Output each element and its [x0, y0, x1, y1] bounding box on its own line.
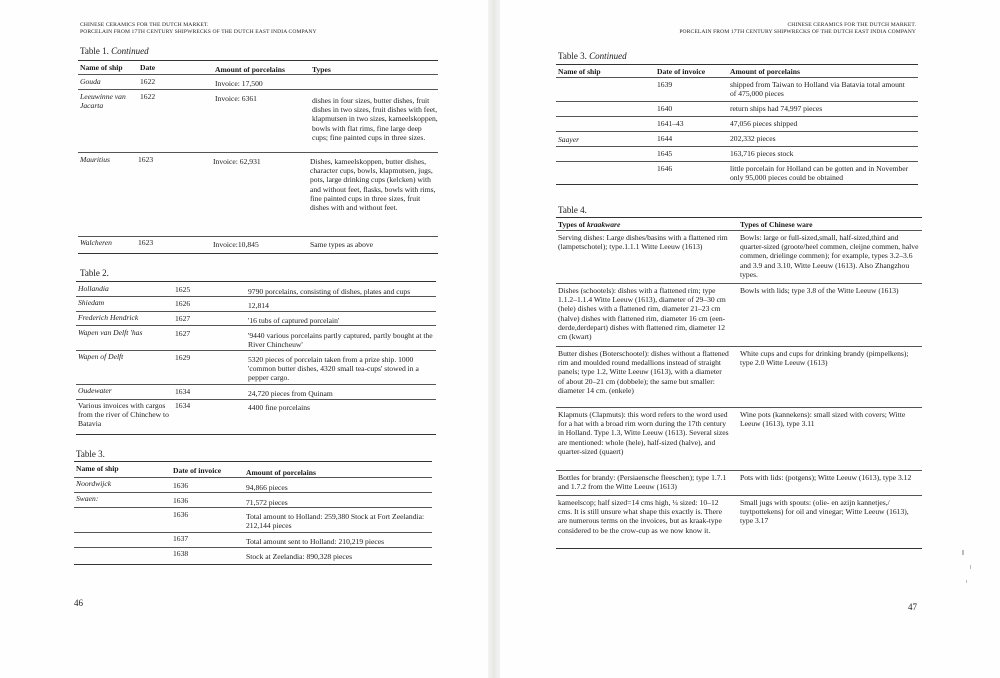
table-cell-date: 1627 — [175, 329, 191, 338]
table-cell-desc: '9440 various porcelains partly captured, partly bought at the River Chincheuw' — [248, 331, 433, 350]
table-cell-amount: Stock at Zeelandia: 890,328 pieces — [246, 552, 353, 561]
table-cell-kraak: Bottles for brandy: (Persiaensche fleeschen); type 1.7.1 and 1.7.2 from the Witte Leeuw (1613) — [558, 473, 727, 492]
table-4-header-right: Types of Chinese ware — [740, 220, 813, 229]
table-2-top-rule — [76, 281, 436, 282]
table-2-caption: Table 2. — [80, 268, 109, 278]
scan-speck — [966, 580, 967, 583]
row-rule — [76, 384, 436, 385]
table-3-header-ship: Name of ship — [76, 464, 119, 473]
table-cell-date: 1622 — [140, 92, 156, 101]
table-1-header-date: Date — [140, 63, 156, 72]
header-line-1: CHINESE CERAMICS FOR THE DUTCH MARKET. — [787, 22, 916, 28]
row-rule — [556, 470, 922, 471]
table-cell-date: 1634 — [175, 387, 191, 396]
row-rule — [76, 296, 436, 297]
table-cell-types: Dishes, kameelskoppen, butter dishes, character cups, bowls, klapmutsen, jugs, pots, large drinking cups (kelcken) with and without feet, flasks, bowls with rims, fine painted cups in three sizes, fruit dishes with and without feet. — [310, 157, 436, 213]
table-cell-amount: Invoice: 17,500 — [215, 79, 263, 88]
header-line-2: PORCELAIN FROM 17TH CENTURY SHIPWRECKS OF THE DUTCH EAST INDIA COMPANY — [80, 29, 317, 35]
row-rule — [76, 311, 436, 312]
table-cell-amount: return ships had 74,997 pieces — [730, 104, 823, 113]
row-rule — [74, 477, 432, 478]
table-row: Saayer — [558, 135, 580, 144]
table-cell-date: 1625 — [175, 285, 191, 294]
table-cell-date: 1640 — [657, 104, 673, 113]
table-cell-desc: '16 tubs of captured porcelain' — [248, 316, 340, 325]
table-cell-date: 1641–43 — [657, 119, 684, 128]
table-cell-desc: 12,814 — [248, 301, 269, 310]
row-rule — [556, 495, 922, 496]
table-row: Various invoices with cargos from the river of Chinchew to Batavia — [78, 401, 169, 429]
table-cell-amount: Total amount sent to Holland: 210,219 pieces — [246, 537, 385, 546]
table-cell-kraak: Butter dishes (Boterschootel): dishes without a flattened rim and moulded round medallions instead of straight panels; type 1.2, Witte Leeuw (1613), with a diameter of about 20–21 cm (dobbele); the same but smaller: diameter 14 cm. (enkele) — [558, 349, 729, 395]
table-cell-desc: 9790 porcelains, consisting of dishes, plates and cups — [248, 287, 411, 296]
row-rule — [78, 152, 438, 153]
table-3c-top-rule — [556, 64, 918, 65]
table-cell-date: 1626 — [175, 299, 191, 308]
table-row: Oudewater — [78, 386, 112, 395]
right-page — [500, 0, 1000, 678]
running-header-left — [80, 22, 317, 36]
table-cell-date: 1639 — [657, 80, 673, 89]
table-cell-amount: Invoice:10,845 — [213, 240, 259, 249]
table-3-header-amount: Amount of porcelains — [246, 468, 316, 477]
table-3-bottom-rule — [74, 564, 432, 565]
table-1-header-types: Types — [312, 65, 331, 74]
table-cell-date: 1636 — [173, 510, 189, 519]
table-cell-amount: 163,716 pieces stock — [730, 149, 794, 158]
table-cell-date: 1636 — [173, 481, 189, 490]
row-rule — [74, 547, 432, 548]
table-row: Leeuwinne van Jacarta — [80, 92, 126, 111]
table-cell-amount: 71,572 pieces — [246, 498, 288, 507]
table-cell-kraak: kameelscop; half sized=14 cms high, ¼ sized: 10–12 cms. It is still unsure what shape this exactly is. There are numerous terms on the invoices, but as kraak-type considered to be the crow-cup as we now know it. — [558, 498, 722, 535]
table-cell-kraak: Serving dishes: Large dishes/basins with a flattened rim (lampetschotel); type.1.1.1 Witte Leeuw (1613) — [558, 233, 728, 252]
table-2-bottom-rule — [76, 434, 436, 435]
table-cell-chinese: Bowls: large or full-sized,small, half-sized,third and quarter-sized (groote/heel commen, cleijne commen, halve commen, drielinge commen); for example, types 3.2–3.6 and 3.9 and 3.10, Witte Leeuw (1613). Also Zhangzhou types. — [740, 233, 919, 279]
page-number-right: 47 — [908, 602, 917, 612]
table-cell-amount: shipped from Taiwan to Holland via Batavia total amount of 475,000 pieces — [730, 80, 905, 99]
row-rule — [74, 532, 432, 533]
table-cell-desc: 4400 fine porcelains — [248, 403, 310, 412]
table-cell-date: 1637 — [173, 534, 189, 543]
row-rule — [556, 230, 922, 231]
table-cell-chinese: Bowls with lids; type 3.8 of the Witte Leeuw (1613) — [740, 286, 899, 295]
table-4-bottom-rule — [556, 548, 922, 549]
scan-speck — [970, 565, 971, 569]
table-cell-date: 1645 — [657, 149, 673, 158]
row-rule — [556, 146, 918, 147]
table-row: Noordwijck — [76, 479, 112, 488]
table-cell-date: 1634 — [175, 401, 191, 410]
table-1-bottom-rule — [78, 253, 438, 254]
table-cell-chinese: Small jugs with spouts: (olie- en azijn kannetjes,/ tuytpottekens) for oil and vinegar; Witte Leeuw (1613), type 3.17 — [740, 498, 909, 526]
table-cell-types: dishes in four sizes, butter dishes, fruit dishes in two sizes, fruit dishes with feet, klapmutsen in two sizes, kameelskoppen, bowls with flat rims, fine large deep cups; fine painted cups in three sizes. — [312, 96, 438, 142]
table-1-header-amount: Amount of porcelains — [215, 65, 285, 74]
table-cell-chinese: Pots with lids: (potgens); Witte Leeuw (1613), type 3.12 — [740, 473, 912, 482]
table-cell-date: 1629 — [175, 353, 191, 362]
table-cell-amount: 47,056 pieces shipped — [730, 119, 798, 128]
table-cell-amount: 94,866 pieces — [246, 483, 288, 492]
table-row: Swaen: — [76, 494, 99, 503]
row-rule — [74, 492, 432, 493]
header-line-1: CHINESE CERAMICS FOR THE DUTCH MARKET. — [80, 22, 209, 28]
table-1-header-ship: Name of ship — [80, 63, 123, 72]
row-rule — [78, 236, 438, 237]
table-3-header-date: Date of invoice — [173, 466, 222, 475]
row-rule — [556, 161, 918, 162]
table-cell-amount: Invoice: 62,931 — [213, 157, 261, 166]
row-rule — [76, 399, 436, 400]
table-cell-desc: 24,720 pieces from Quinam — [248, 389, 333, 398]
table-cell-amount: Total amount to Holland: 259,380 Stock at Fort Zeelandia: 212,144 pieces — [246, 512, 425, 531]
scan-speck — [962, 550, 964, 555]
row-rule — [556, 77, 918, 78]
table-cell-chinese: Wine pots (kannekens): small sized with covers; Witte Leeuw (1613), type 3.11 — [740, 410, 906, 429]
table-1-caption: Table 1. Continued — [80, 46, 149, 56]
row-rule — [556, 101, 918, 102]
table-cell-date: 1644 — [657, 134, 673, 143]
page-number-left: 46 — [74, 598, 83, 608]
table-cell-date: 1627 — [175, 314, 191, 323]
table-1-header-rule — [78, 74, 438, 75]
table-cell-chinese: White cups and cups for drinking brandy (pimpelkens); type 2.0 Witte Leeuw (1613) — [740, 349, 909, 368]
table-row: Hollandia — [78, 284, 109, 293]
table-3c-bottom-rule — [556, 184, 918, 185]
table-cell-desc: 5320 pieces of porcelain taken from a prize ship. 1000 'common butter dishes, 4320 small tea-cups' stowed in a pepper cargo. — [248, 355, 419, 383]
table-cell-amount: little porcelain for Holland can be gotten and in November only 95,000 pieces could be obtained — [730, 164, 909, 183]
table-cell-date: 1636 — [173, 496, 189, 505]
row-rule — [556, 407, 922, 408]
table-row: Wapen of Delft — [78, 352, 124, 361]
table-3c-header-ship: Name of ship — [558, 67, 601, 76]
left-page — [0, 0, 490, 678]
table-row: Shiedam — [78, 298, 105, 307]
table-cell-date: 1646 — [657, 164, 673, 173]
header-line-2: PORCELAIN FROM 17TH CENTURY SHIPWRECKS OF THE DUTCH EAST INDIA COMPANY — [679, 29, 916, 35]
table-row: Mauritius — [80, 155, 110, 164]
table-row: Gouda — [80, 77, 101, 86]
table-cell-date: 1623 — [138, 155, 154, 164]
row-rule — [556, 116, 918, 117]
row-rule — [556, 131, 918, 132]
row-rule — [76, 325, 436, 326]
row-rule — [556, 346, 922, 347]
table-cell-date: 1623 — [138, 238, 154, 247]
table-row: Wapen van Delft 'has — [78, 328, 143, 337]
row-rule — [74, 507, 432, 508]
table-row: Walcheren — [80, 238, 112, 247]
running-header-right — [670, 22, 916, 36]
table-cell-kraak: Dishes (schootels): dishes with a flattened rim; type 1.1.2–1.1.4 Witte Leeuw (1613), diameter of 29–30 cm (hele) dishes with a flattened rim, diameter 21–23 cm (halve) dishes with flattened rim, diameter 16 cm (een-derde,derdepart) dishes with flattened rim, diameter 12 cm (kwart) — [558, 286, 726, 342]
table-3c-header-date: Date of invoice — [657, 67, 706, 76]
row-rule — [76, 350, 436, 351]
table-cell-amount: 202,332 pieces — [730, 134, 776, 143]
table-cell-kraak: Klapmuts (Clapmuts): this word refers to the word used for a hat with a broad rim worn during the 17th century in Holland. Type 1.3, Witte Leeuw (1613). Several sizes are mentioned: whole (hele), half-sized (halve), and quarter-sized (quaert) — [558, 410, 729, 456]
table-4-caption: Table 4. — [558, 205, 587, 215]
table-cell-amount: Invoice: 6361 — [215, 94, 257, 103]
table-1-top-rule — [78, 60, 438, 61]
table-3-top-rule — [74, 461, 432, 462]
row-rule — [556, 283, 922, 284]
table-3-caption: Table 3. — [76, 449, 105, 459]
table-row: Frederich Hendrick — [78, 313, 139, 322]
table-3-continued-caption: Table 3. Continued — [558, 51, 627, 61]
table-4-top-rule — [556, 217, 922, 218]
table-cell-date: 1622 — [140, 77, 156, 86]
table-4-header-left: Types of kraakware — [558, 220, 621, 229]
table-cell-date: 1638 — [173, 549, 189, 558]
table-cell-types: Same types as above — [310, 240, 374, 249]
row-rule — [78, 89, 438, 90]
table-3c-header-amount: Amount of porcelains — [730, 67, 800, 76]
